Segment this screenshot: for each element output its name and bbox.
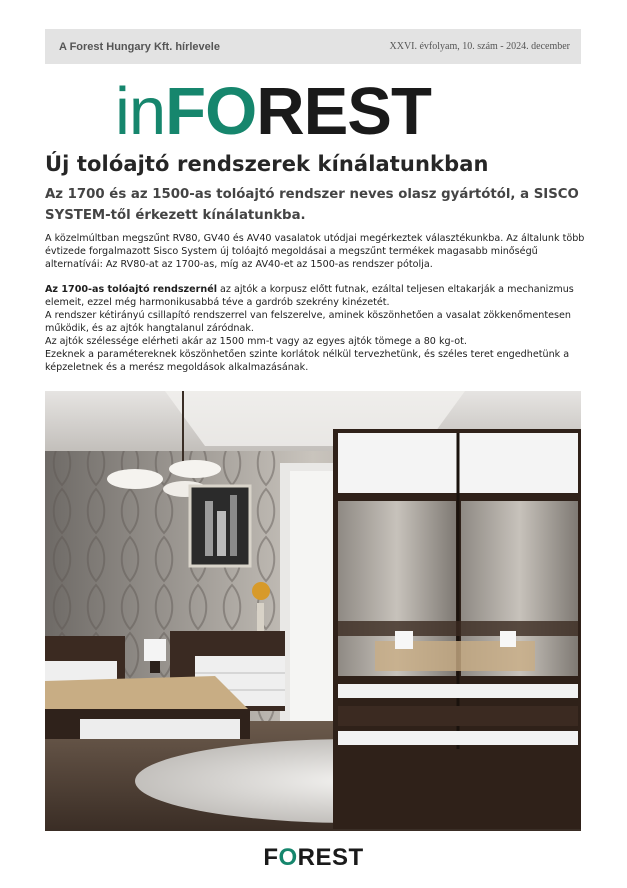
- inforest-logo: inFOREST: [115, 74, 431, 149]
- paragraph-1700-bold: Az 1700-as tolóajtó rendszernél: [45, 284, 217, 295]
- paragraph-1700-system: [45, 284, 585, 310]
- paragraph-intro: A közelmúltban megszűnt RV80, GV40 és AV40 vasalatok utódjai megérkeztek választékunkba. Az általunk több évtizede forgalmazott Sisco System új tolóajtó megoldásai a megszűnt termékek magasabb minőségű alternatívái: Az RV80-at az 1700-as, míg az AV40-et az 1500-as rendszer pótolja.: [45, 233, 585, 270]
- paragraph-conclusion: Ezeknek a paramétereknek köszönhetően szinte korlátok nélkül tervezhetünk, és széles teret engedhetünk a képzeletnek és a merész megoldások alkalmazásának.: [45, 349, 570, 373]
- newsletter-header-bar: [45, 29, 581, 64]
- bedroom-wardrobe-photo: [45, 391, 581, 831]
- issue-label: XXVI. évfolyam, 10. szám - 2024. december: [389, 41, 570, 52]
- paragraph-1700-rest: az ajtók a korpusz előtt futnak, ezáltal teljesen eltakarják a mechanizmus elemeit, ezzel még harmonikusabbá téve a gardrób szekrény kinézetét.: [45, 284, 574, 308]
- paragraph-damping: A rendszer kétirányú csillapító rendszerrel van felszerelve, aminek köszönhetően a vasalat zökkenőmentesen működik, és az ajtók hangtalanul záródnak.: [45, 310, 572, 334]
- forest-footer-logo: FOREST: [263, 844, 364, 871]
- paragraph-dimensions: Az ajtók szélessége elérheti akár az 1500 mm-t vagy az egyes ajtók tömege a 80 kg-ot.: [45, 336, 467, 347]
- article-subtitle: Az 1700 és az 1500-as tolóajtó rendszer neves olasz gyártótól, a SISCO SYSTEM-től érkezett kínálatunkba.: [45, 187, 579, 223]
- article-title: Új tolóajtó rendszerek kínálatunkban: [45, 152, 489, 176]
- publisher-label: A Forest Hungary Kft. hírlevele: [59, 40, 220, 53]
